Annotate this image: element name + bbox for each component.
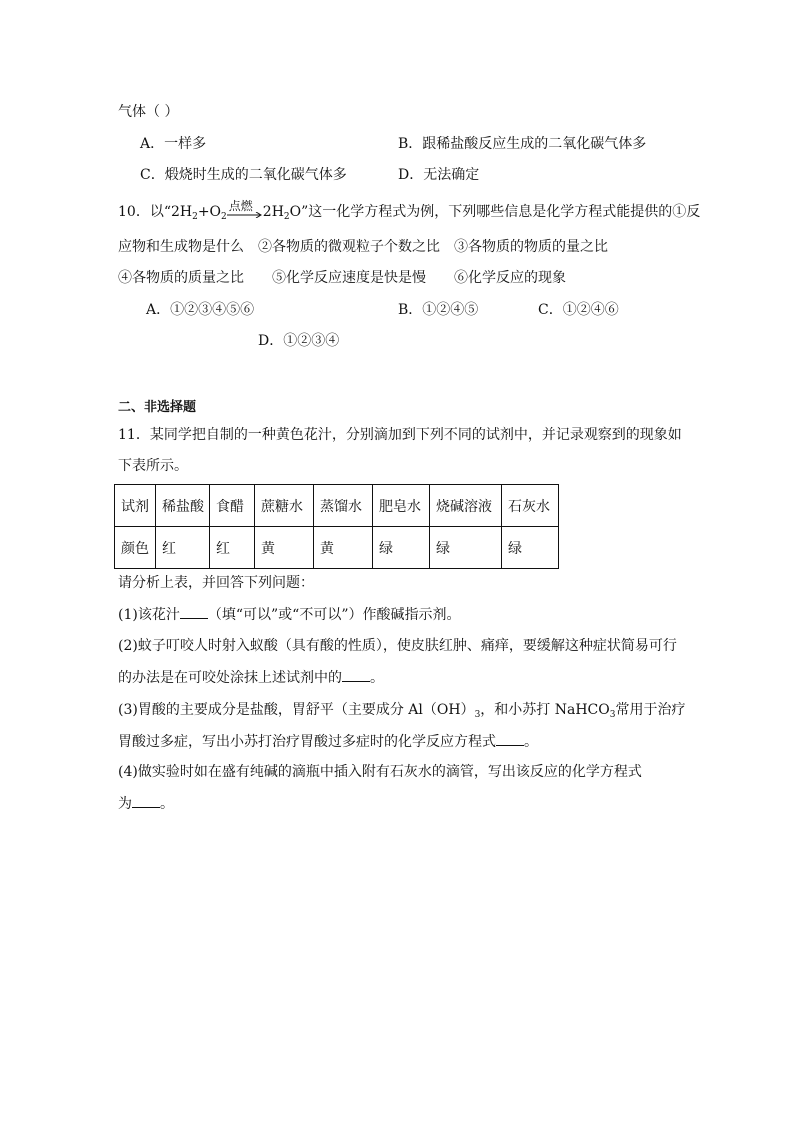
table-row [115, 485, 559, 527]
q11-part-3-text: 胃酸过多症，写出小苏打治疗胃酸过多症时的化学反应方程式 [118, 734, 496, 750]
q10-line-2: 应物和生成物是什么 ②各物质的微观粒子个数之比 ③各物质的物质的量之比 [118, 239, 608, 255]
table-cell: 黄 [314, 527, 373, 569]
q11-part-4-text: 为 [118, 796, 132, 812]
table-cell: 食醋 [210, 485, 255, 527]
q11-part-2-line-1: (2)蚊子叮咬人时射入蚁酸（具有酸的性质），使皮肤红肿、痛痒，要缓解这种症状简易可行 [118, 638, 677, 654]
q11-intro-2: 下表所示。 [118, 458, 188, 474]
q11-part-4-line-1: (4)做实验时如在盛有纯碱的滴瓶中插入附有石灰水的滴管，写出该反应的化学方程式 [118, 764, 642, 780]
q10-option-d: D．①②③④ [258, 333, 340, 349]
q9-option-d: D．无法确定 [398, 167, 480, 183]
subscript: 2 [221, 212, 227, 222]
table-cell: 红 [156, 527, 210, 569]
q9-option-c: C．煅烧时生成的二氧化碳气体多 [140, 167, 347, 183]
table-cell: 绿 [373, 527, 430, 569]
q11-instruction: 请分析上表，并回答下列问题： [118, 575, 314, 591]
table-cell: 烧碱溶液 [430, 485, 502, 527]
table-cell: 红 [210, 527, 255, 569]
reaction-condition [227, 199, 263, 222]
answer-blank[interactable] [496, 731, 524, 746]
q11-part-4-line-2 [118, 793, 174, 814]
table-cell: 绿 [430, 527, 502, 569]
q10-lead: 10．以“2H [118, 204, 193, 220]
condition-label: 点燃 [228, 199, 253, 213]
q11-part-1 [118, 604, 460, 625]
table-cell: 稀盐酸 [156, 485, 210, 527]
q11-part-3-text: 。 [524, 734, 538, 750]
subscript: 3 [609, 710, 616, 720]
table-row [115, 527, 559, 569]
q11-part-3-text: ，和小苏打 NaHCO [480, 702, 610, 718]
answer-blank[interactable] [180, 604, 208, 619]
q9-option-a: A．一样多 [140, 136, 207, 152]
q10-option-b: B．①②④⑤ [398, 302, 479, 318]
q11-part-4-text: 。 [160, 796, 174, 812]
table-cell: 肥皂水 [373, 485, 430, 527]
subscript: 2 [192, 212, 198, 222]
table-cell: 黄 [255, 527, 314, 569]
q11-part-3-line-2 [118, 731, 538, 752]
q9-option-b: B．跟稀盐酸反应生成的二氧化碳气体多 [398, 136, 647, 152]
q11-part-1-text: （填“可以”或“不可以”）作酸碱指示剂。 [207, 607, 461, 623]
q10-product: 2H [262, 204, 284, 220]
table-cell: 颜色 [115, 527, 156, 569]
reagent-color-table [114, 484, 559, 569]
q11-part-1-text: (1)该花汁 [118, 607, 180, 623]
subscript: 2 [283, 212, 290, 222]
q11-part-2-text: 的办法是在可咬处涂抹上述试剂中的 [118, 670, 342, 686]
answer-blank[interactable] [342, 667, 370, 682]
table-cell: 绿 [502, 527, 559, 569]
q11-part-2-text: 。 [370, 670, 384, 686]
table-cell: 石灰水 [502, 485, 559, 527]
subscript: 3 [474, 710, 481, 720]
section-title: 二、非选择题 [118, 400, 197, 415]
q10-option-c: C．①②④⑥ [538, 302, 619, 318]
q10-line-3: ④各物质的质量之比 ⑤化学反应速度是快是慢 ⑥化学反应的现象 [118, 270, 566, 286]
q10-text: O”这一化学方程式为例，下列哪些信息是化学方程式能提供的①反 [289, 204, 701, 220]
table-cell: 蔗糖水 [255, 485, 314, 527]
answer-blank[interactable] [132, 793, 160, 808]
reaction-arrow-icon [227, 212, 263, 218]
q11-part-3-line-1 [118, 700, 685, 720]
q10-option-a: A．①②③④⑤⑥ [146, 302, 255, 318]
table-cell: 蒸馏水 [314, 485, 373, 527]
q11-part-3-text: 常用于治疗 [615, 702, 686, 718]
q11-intro-1: 11．某同学把自制的一种黄色花汁，分别滴加到下列不同的试剂中，并记录观察到的现象如 [118, 427, 682, 443]
q9-stem-tail: 气体（ ） [118, 104, 179, 120]
q11-part-2-line-2 [118, 667, 384, 688]
q10-oxygen: +O [197, 204, 222, 220]
q11-part-3-text: (3)胃酸的主要成分是盐酸，胃舒平（主要成分 Al（OH） [118, 702, 475, 718]
q10-line-1 [118, 199, 701, 222]
table-cell: 试剂 [115, 485, 156, 527]
